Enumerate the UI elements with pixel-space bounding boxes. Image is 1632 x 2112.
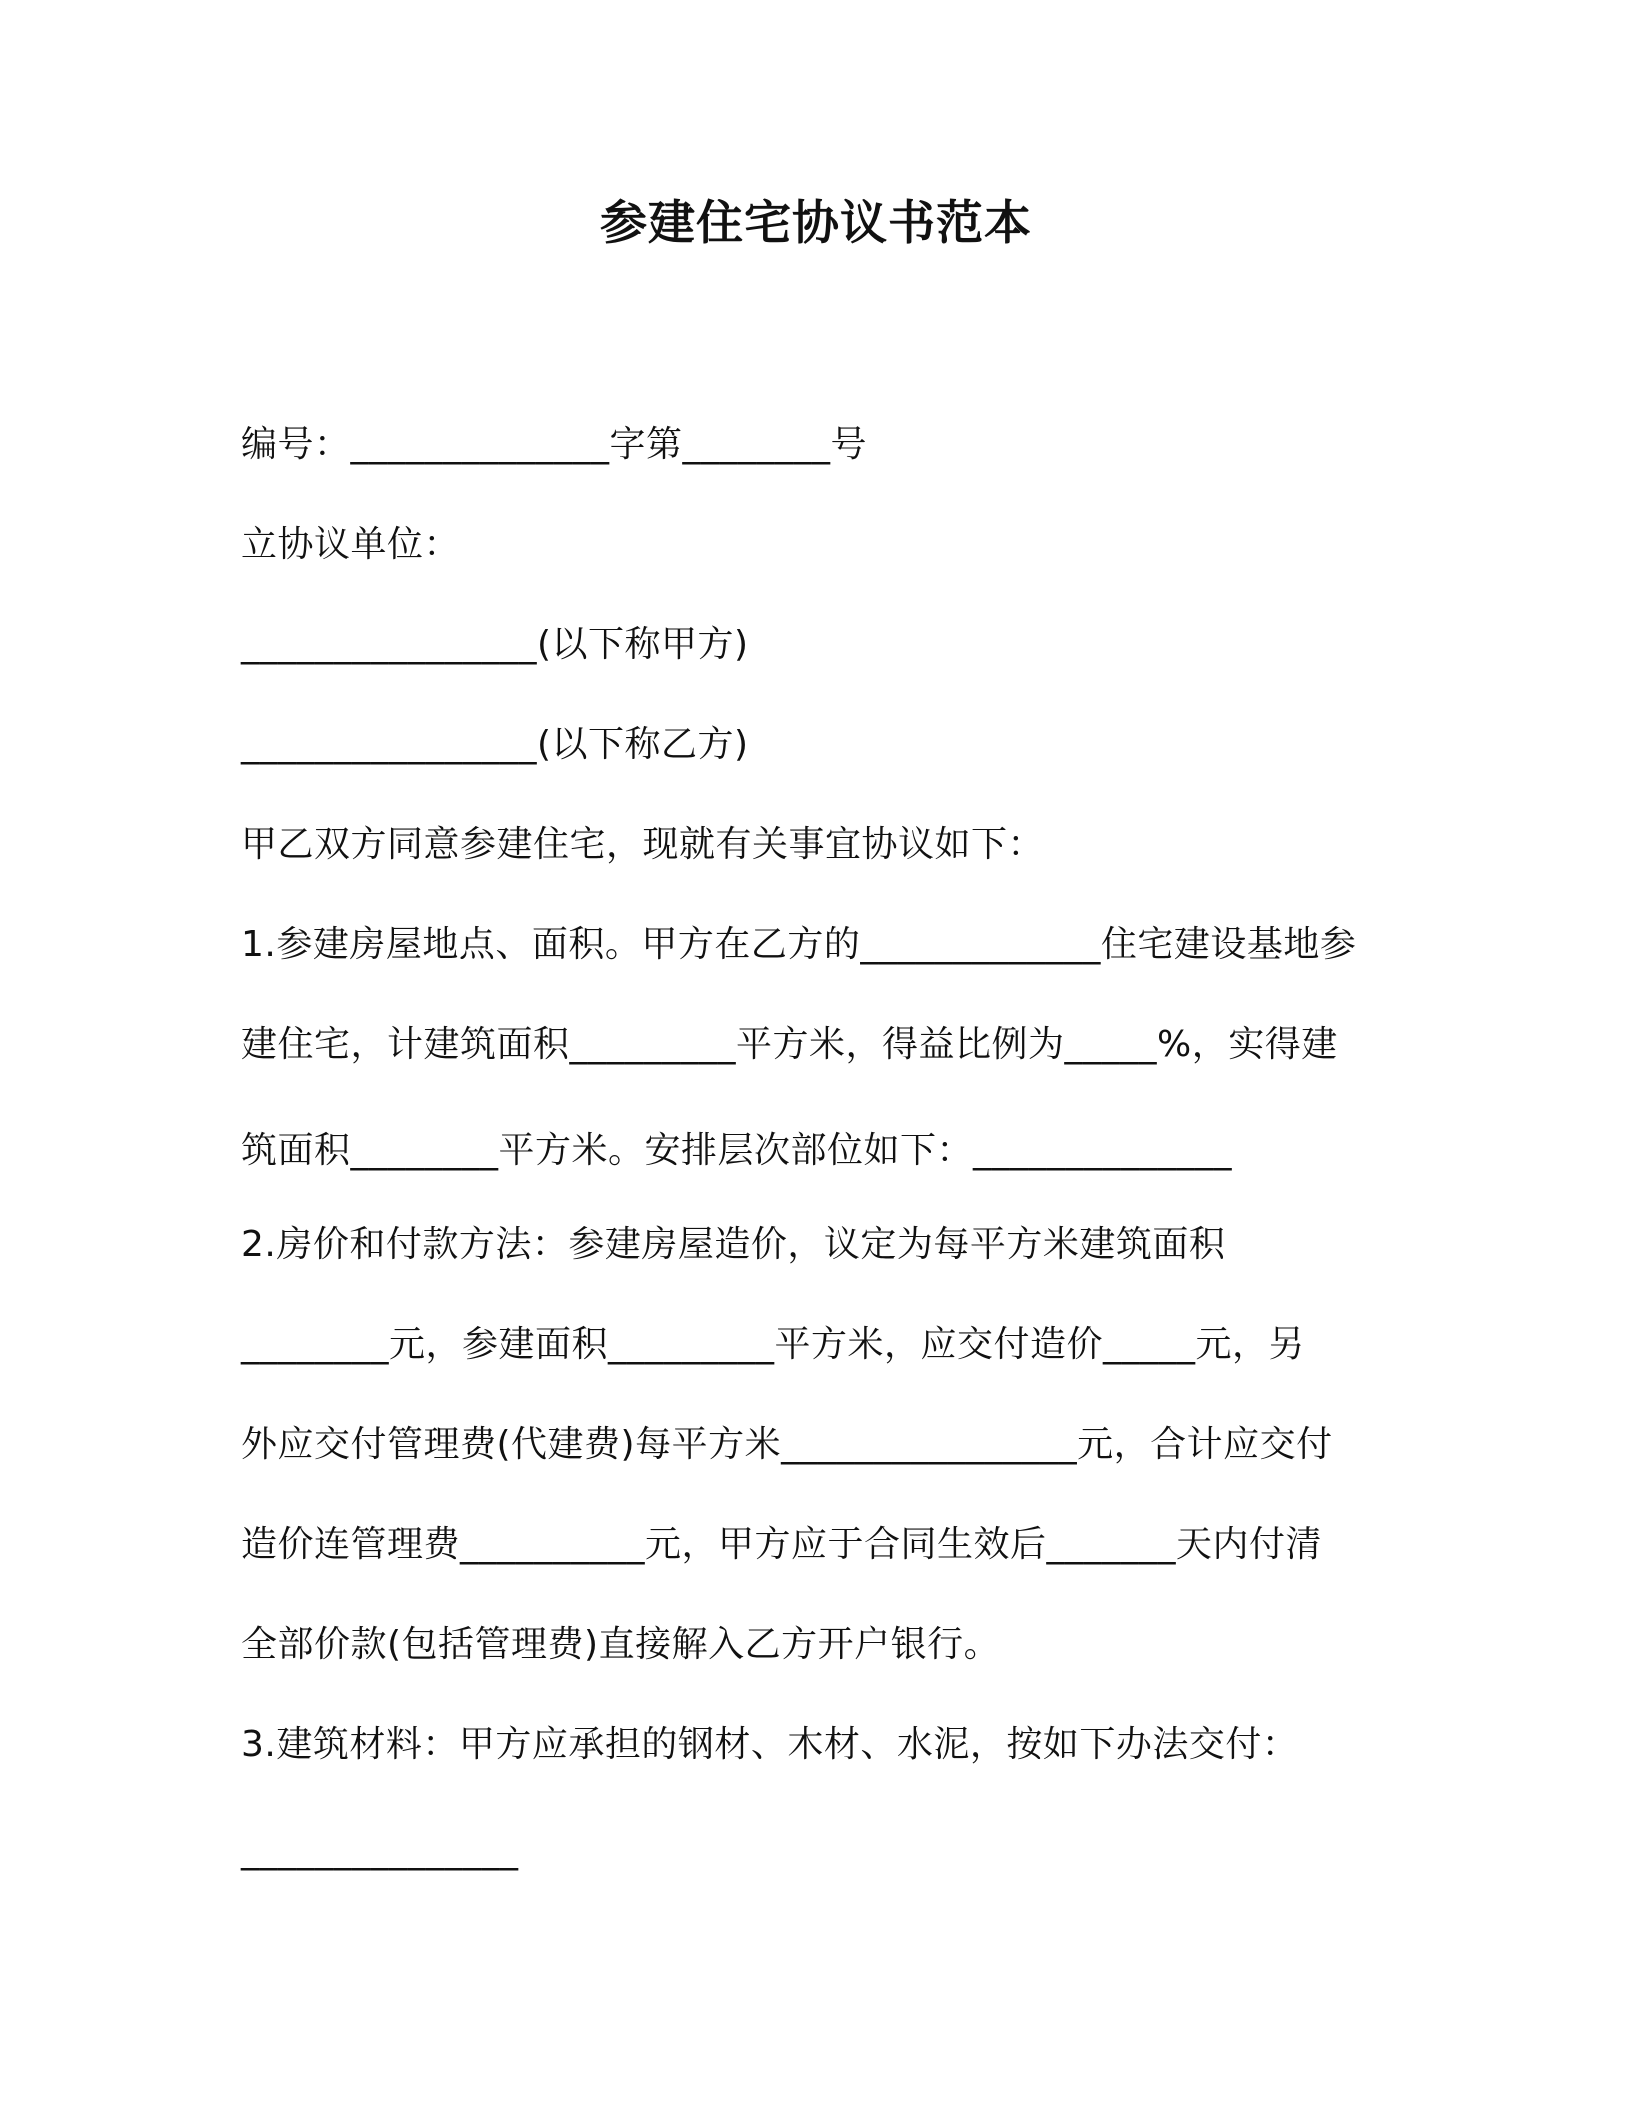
- document-title: 参建住宅协议书范本: [600, 196, 1032, 251]
- clause-1-line-1: 1.参建房屋地点、面积。甲方在乙方的_____________住宅建设基地参: [241, 924, 1357, 965]
- clause-2-line-4: 造价连管理费__________元，甲方应于合同生效后_______天内付清: [241, 1524, 1323, 1565]
- clause-1-line-2: 建住宅，计建筑面积_________平方米，得益比例为_____%，实得建: [241, 1024, 1338, 1065]
- clause-2-line-3: 外应交付管理费(代建费)每平方米________________元，合计应交付: [241, 1424, 1333, 1465]
- party-b-line: ________________(以下称乙方): [241, 724, 749, 765]
- clause-2-line-5: 全部价款(包括管理费)直接解入乙方开户银行。: [241, 1624, 1001, 1665]
- parties-heading: 立协议单位：: [241, 524, 461, 565]
- number-line: 编号：______________字第________号: [241, 424, 868, 465]
- clause-2-line-2: ________元，参建面积_________平方米，应交付造价_____元，另: [241, 1324, 1306, 1365]
- clause-2-line-1: 2.房价和付款方法：参建房屋造价，议定为每平方米建筑面积: [241, 1224, 1226, 1265]
- party-a-line: ________________(以下称甲方): [241, 624, 749, 665]
- clause-1-line-3: 筑面积________平方米。安排层次部位如下：______________: [241, 1130, 1233, 1171]
- agreement-intro: 甲乙双方同意参建住宅，现就有关事宜协议如下：: [241, 824, 1045, 865]
- clause-3-line-1: 3.建筑材料：甲方应承担的钢材、木材、水泥，按如下办法交付：: [241, 1724, 1299, 1765]
- clause-3-blank: _______________: [241, 1830, 519, 1871]
